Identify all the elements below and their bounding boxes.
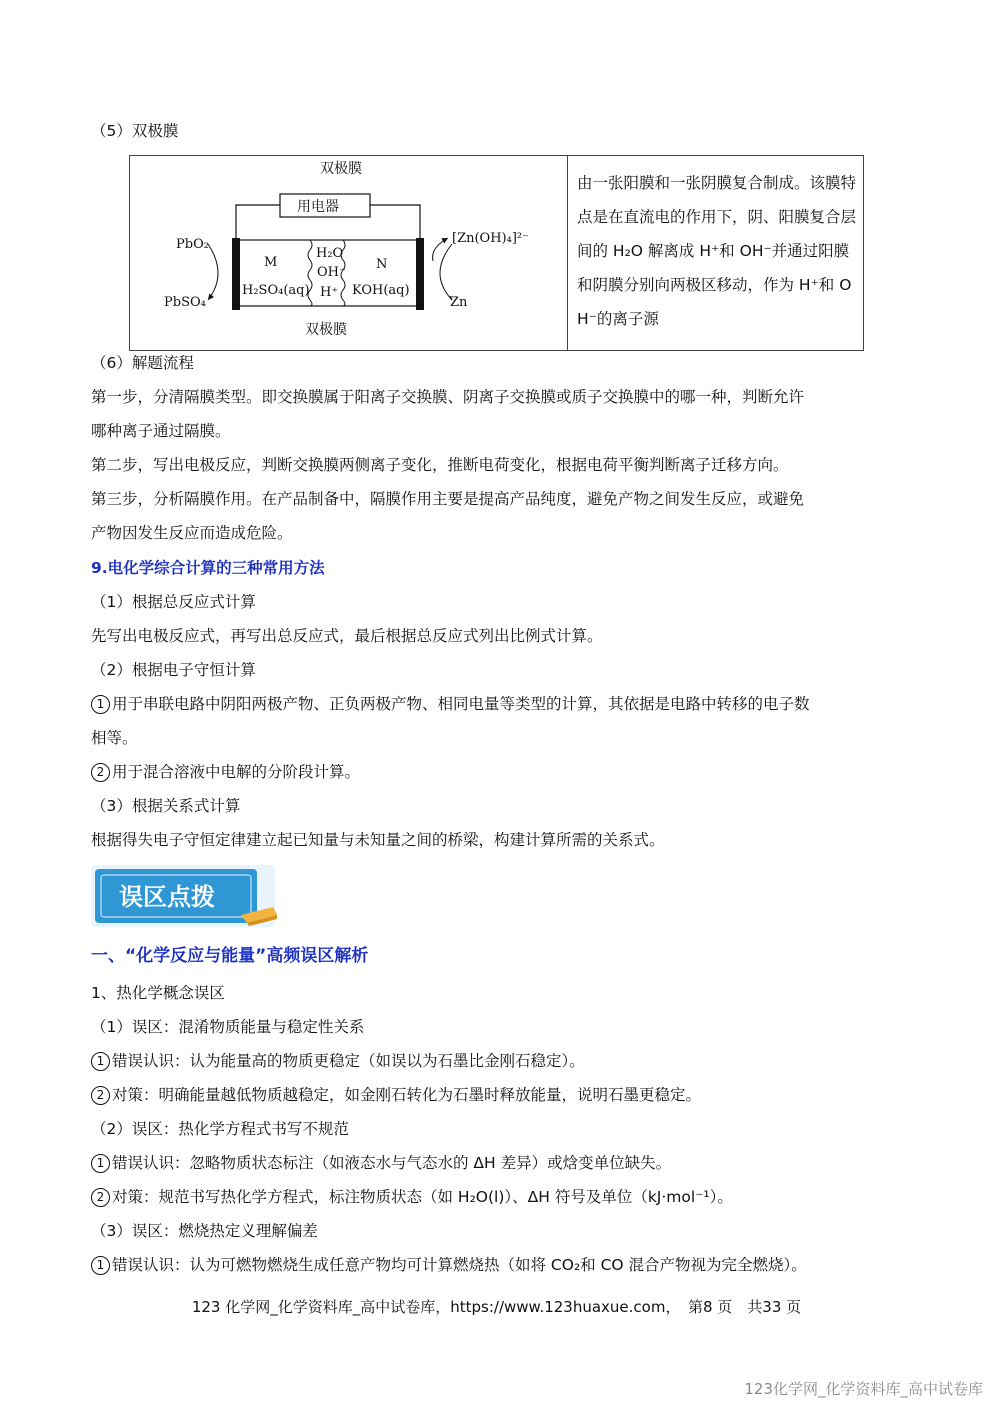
electrolysis-cell-figure [130, 156, 567, 350]
right-electrode [416, 238, 424, 310]
device-label: 用电器 [297, 199, 339, 215]
heading-9: 9.电化学综合计算的三种常用方法 [91, 559, 325, 577]
bipolar-membrane-diagram [130, 156, 568, 350]
top-membrane-label: 双极膜 [320, 161, 362, 177]
membrane-description: 由一张阳膜和一张阴膜复合制成。该膜特点是在直流电的作用下，阴、阳膜复合层间的 H₂O 解离成 H⁺和 OH⁻并通过阳膜和阴膜分别向两极区移动，作为 H⁺和 OH⁻的离子源 [577, 174, 857, 328]
bottom-membrane-label: 双极膜 [305, 322, 347, 338]
sub-heading-1: 1、热化学概念误区 [91, 984, 225, 1002]
circled-number: 1 [91, 1052, 110, 1071]
calc2-item1-line2: 相等。 [91, 729, 138, 747]
calc2-item2: 2 用于混合溶液中电解的分阶段计算。 [91, 761, 360, 783]
section-6-title: （6）解题流程 [91, 354, 194, 372]
circled-number: 2 [91, 1188, 110, 1207]
right-solution-label: KOH(aq) [352, 283, 410, 298]
zincate-label: [Zn(OH)₄]²⁻ [452, 231, 529, 246]
misconception1-title: （1）误区：混淆物质能量与稳定性关系 [91, 1018, 365, 1036]
step3-line1: 第三步，分析隔膜作用。在产品制备中，隔膜作用主要是提高产品纯度，避免产物之间发生反应，或避免 [91, 490, 805, 508]
banner-title: 误区点拨 [119, 883, 215, 911]
circled-number: 1 [91, 1154, 110, 1173]
pbo2-label: PbO₂ [176, 237, 209, 252]
circled-number: 2 [91, 763, 110, 782]
misconception1-b: 2 对策：明确能量越低物质越稳定，如金刚石转化为石墨时释放能量，说明石墨更稳定。 [91, 1084, 701, 1106]
calc1-title: （1）根据总反应式计算 [91, 593, 256, 611]
calc1-text: 先写出电极反应式，再写出总反应式，最后根据总反应式列出比例式计算。 [91, 627, 603, 645]
bipolar-membrane-table [129, 155, 864, 351]
page-footer: 123 化学网_化学资料库_高中试卷库，https://www.123huaxue.com， 第8 页 共33 页 [191, 1298, 802, 1316]
step1-line2: 哪种离子通过隔膜。 [91, 422, 231, 440]
zn-label: Zn [450, 295, 468, 310]
circled-number: 1 [91, 695, 110, 714]
misconception3-a: 1 错误认识：认为可燃物燃烧生成任意产物均可计算燃烧热（如将 CO₂和 CO 混合产物视为完全燃烧）。 [91, 1254, 807, 1276]
misconception2-b: 2 对策：规范书写热化学方程式，标注物质状态（如 H₂O(l)）、ΔH 符号及单位（kJ·mol⁻¹）。 [91, 1186, 733, 1208]
h-label: H⁺ [320, 285, 339, 300]
pbso4-label: PbSO₄ [164, 295, 206, 310]
n-label: N [376, 257, 388, 272]
misconception2-a: 1 错误认识：忽略物质状态标注（如液态水与气态水的 ΔH 差异）或焓变单位缺失。 [91, 1152, 671, 1174]
calc2-item1-line1: 1 用于串联电路中阴阳两极产物、正负两极产物、相同电量等类型的计算，其依据是电路中转移的电子数 [91, 693, 810, 715]
m-label: M [264, 255, 278, 270]
watermark-text: 123化学网_化学资料库_高中试卷库 [744, 1380, 983, 1398]
left-solution-label: H₂SO₄(aq) [242, 283, 310, 298]
calc2-title: （2）根据电子守恒计算 [91, 661, 256, 679]
section-5-title: （5）双极膜 [91, 122, 179, 140]
oh-label: OH⁻ [317, 265, 346, 280]
h2o-label: H₂O [316, 246, 344, 261]
step1-line1: 第一步，分清隔膜类型。即交换膜属于阳离子交换膜、阴离子交换膜或质子交换膜中的哪一种，判断允许 [91, 388, 805, 406]
heading-one: 一、“化学反应与能量”高频误区解析 [91, 946, 369, 966]
misconception-banner [91, 863, 279, 929]
misconception1-a: 1 错误认识：认为能量高的物质更稳定（如误以为石墨比金刚石稳定）。 [91, 1050, 585, 1072]
left-electrode [232, 238, 240, 310]
step2-text: 第二步，写出电极反应，判断交换膜两侧离子变化，推断电荷变化，根据电荷平衡判断离子迁移方向。 [91, 456, 789, 474]
step3-line2: 产物因发生反应而造成危险。 [91, 524, 293, 542]
circled-number: 1 [91, 1256, 110, 1275]
misconception2-title: （2）误区：热化学方程式书写不规范 [91, 1120, 349, 1138]
circled-number: 2 [91, 1086, 110, 1105]
calc3-text: 根据得失电子守恒定律建立起已知量与未知量之间的桥梁，构建计算所需的关系式。 [91, 831, 665, 849]
calc3-title: （3）根据关系式计算 [91, 797, 241, 815]
misconception3-title: （3）误区：燃烧热定义理解偏差 [91, 1222, 318, 1240]
